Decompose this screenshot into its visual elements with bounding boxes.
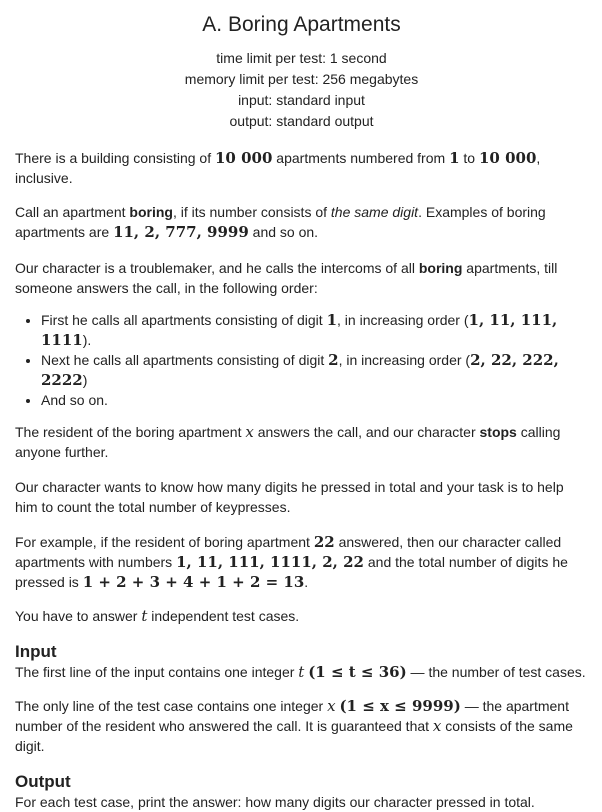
paragraph-task (15, 477, 588, 517)
paragraph-troublemaker (15, 258, 588, 298)
text: and so on. (248, 224, 319, 240)
problem-title: A. Boring Apartments (202, 13, 401, 36)
text: There is a building consisting of (15, 150, 215, 166)
list-item (41, 310, 588, 350)
math: (1 ≤ t ≤ 36) (308, 663, 407, 681)
text: For example, if the resident of boring apartment (15, 534, 314, 550)
math: t (298, 663, 305, 681)
math: 1 (449, 149, 460, 167)
bold-term: stops (479, 424, 517, 440)
input-section (15, 642, 588, 756)
text: ) (82, 372, 88, 388)
text: answered, then our character called apartments with numbers (15, 534, 562, 570)
input-spec: input: standard input (238, 92, 365, 108)
text: — the apartment number of the resident who answered the call. It is guaranteed that (15, 698, 569, 734)
text: apartments, till someone answers the call, in the following order: (15, 260, 558, 296)
list-item (41, 350, 588, 390)
paragraph-example (15, 532, 588, 592)
math: 1, 11, 111, 1111, 2, 22 (176, 553, 364, 571)
list-item (41, 390, 588, 410)
math: 1, 11, 111, 1111 (41, 311, 558, 349)
math: 10 000 (478, 149, 537, 167)
time-limit: time limit per test: 1 second (216, 50, 387, 66)
input-heading: Input (15, 642, 57, 661)
text: to (459, 150, 479, 166)
text: Our character is a troublemaker, and he calls the intercoms of all (15, 260, 419, 276)
text: — the number of test cases. (406, 664, 586, 680)
output-section (15, 772, 588, 812)
text: . Examples of boring apartments are (15, 204, 546, 240)
text: You have to answer (15, 608, 142, 624)
math: t (141, 607, 148, 625)
math: 22 (313, 533, 335, 551)
text: answers the call, and our character (253, 424, 480, 440)
paragraph-building (15, 148, 588, 188)
text: Next he calls all apartments consisting of digit (41, 352, 329, 368)
math: 11, 2, 777, 9999 (113, 223, 249, 241)
output-paragraph: For each test case, print the answer: how many digits our character pressed in total. (15, 794, 535, 810)
problem-header (15, 12, 588, 132)
bold-term: boring (129, 204, 173, 220)
output-heading: Output (15, 772, 71, 791)
paragraph-test-cases (15, 606, 588, 626)
math: 1 + 2 + 3 + 4 + 1 + 2 = 13 (82, 573, 305, 591)
text: The first line of the input contains one integer (15, 664, 299, 680)
math: 10 000 (215, 149, 273, 167)
text: consists of the same digit. (15, 718, 573, 754)
math: 2, 22, 222, 2222 (41, 351, 559, 389)
text: , in increasing order ( (338, 352, 471, 368)
input-paragraph-2 (15, 696, 588, 756)
math: 1 (326, 311, 338, 329)
text: , in increasing order ( (337, 312, 469, 328)
text: apartments numbered from (272, 150, 450, 166)
math: x (245, 423, 254, 441)
text: Our character wants to know how many digits he pressed in total and your task is to help him to count the total number of keypresses. (15, 479, 564, 515)
bold-term: boring (418, 260, 463, 276)
paragraph-boring-definition (15, 202, 588, 242)
text: And so on. (41, 392, 108, 408)
text: The only line of the test case contains one integer (15, 698, 328, 714)
text: First he calls all apartments consisting of digit (41, 312, 327, 328)
math: x (432, 717, 442, 735)
text: Call an apartment (15, 204, 130, 220)
text: . (304, 574, 309, 590)
text: The resident of the boring apartment (15, 424, 246, 440)
input-paragraph-1 (15, 662, 588, 682)
text: , inclusive. (15, 150, 541, 186)
paragraph-resident (15, 422, 588, 462)
text: and the total number of digits he pressed is (15, 554, 568, 590)
italic-term: the same digit (330, 204, 419, 220)
text: ). (82, 332, 92, 348)
text: , if its number consists of (172, 204, 331, 220)
memory-limit: memory limit per test: 256 megabytes (184, 71, 419, 87)
math: (1 ≤ x ≤ 9999) (339, 697, 461, 715)
output-spec: output: standard output (229, 113, 374, 129)
text: calling anyone further. (15, 424, 561, 460)
math: 2 (328, 351, 339, 369)
math: x (327, 697, 336, 715)
call-order-list (15, 310, 588, 410)
text: independent test cases. (147, 608, 300, 624)
